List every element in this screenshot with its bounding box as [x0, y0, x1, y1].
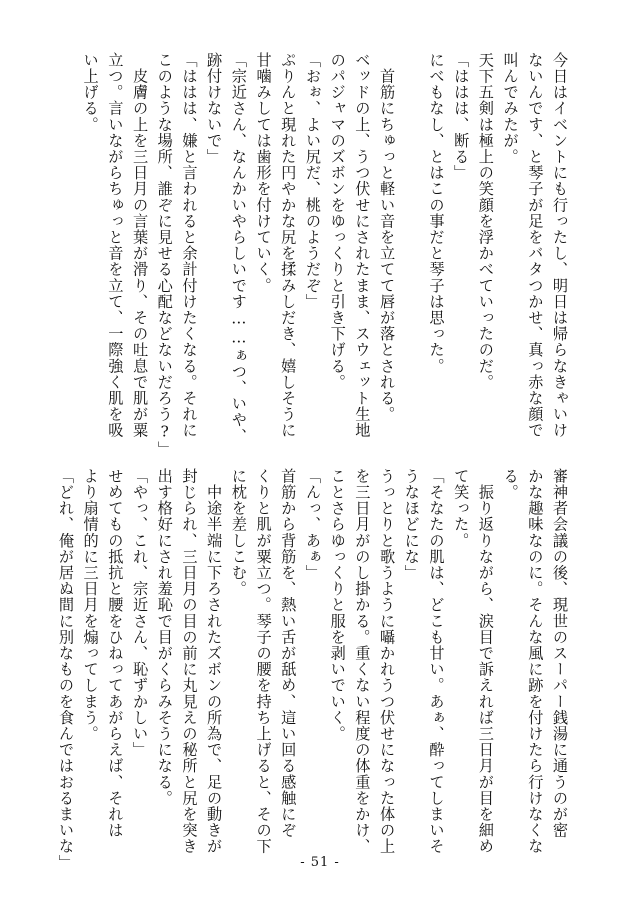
text-line: ベッドの上、うつ伏せにされたまま、スウェット生地 [353, 52, 372, 439]
text-line: 皮膚の上を三日月の言葉が滑り、その吐息で肌が粟 [131, 52, 150, 439]
text-line: 「おぉ、よい尻だ、桃のようだぞ」 [303, 52, 322, 310]
text-line: 天下五剣は極上の笑顔を浮かべていったのだ。 [476, 52, 495, 391]
text-line: ないんです、と琴子が足をバタつかせ、真っ赤な顔で [526, 52, 545, 439]
text-line: い上げる。 [81, 52, 100, 133]
text-line: 振り返りながら、涙目で訴えれば三日月が目を細め [476, 468, 495, 855]
text-line: に枕を差しこむ。 [229, 468, 248, 597]
text-line: 「んっ、あぁ」 [303, 468, 322, 581]
text-line: 今日はイベントにも行ったし、明日は帰らなきゃいけ [551, 52, 569, 439]
text-line: 中途半端に下ろされたズボンの所為で、足の動きが [205, 468, 224, 855]
text-line: より扇情的に三日月を煽ってしまう。 [81, 468, 100, 742]
text-line: ことさらゆっくりと服を剥いでいく。 [328, 468, 347, 742]
text-line: このような場所、誰ぞに見せる心配などないだろう?」 [155, 52, 174, 458]
text-line: にべもなし、とはこの事だと琴子は思った。 [427, 52, 446, 374]
text-line: 跡付けないで」 [205, 52, 224, 165]
text-line: 甘噛みしては歯形を付けていく。 [254, 52, 273, 294]
text-line: のパジャマのズボンをゆっくりと引き下げる。 [328, 52, 347, 391]
text-line: 封じられ、三日月の目の前に丸見えの秘所と尻を突き [180, 468, 199, 855]
text-line [399, 52, 424, 436]
text-line: 「宗近さん、なんかいやらしいです……ぁつ、いや、 [229, 52, 248, 444]
text-line: を三日月がのし掛かる。重くない程度の体重をかけ、 [353, 468, 372, 855]
text-line: うっとりと歌うように囁かれうつ伏せになった体の上 [378, 468, 397, 855]
text-line: ぷりんと現れた円やかな尻を揉みしだき、嬉しそうに [279, 52, 298, 439]
text-line: 「どれ、俺が居ぬ間に別なものを食んではおるまいな」 [56, 468, 75, 871]
text-line: くりと肌が粟立つ。琴子の腰を持ち上げると、その下 [254, 468, 273, 855]
text-line: 首筋にちゅっと軽い音を立てて唇が落とされる。 [378, 52, 397, 423]
text-line: 「ははは、断る」 [452, 52, 471, 181]
text-line: 叫んでみたが。 [501, 52, 520, 165]
text-block-top [72, 52, 572, 458]
text-line: せめてもの抵抗と腰をひねってあがらえば、それは [106, 468, 125, 839]
text-line: る。 [501, 468, 520, 501]
page-number: - 51 - [300, 855, 340, 870]
text-line: 「そなたの肌は、どこも甘い。あぁ、酔ってしまいそ [427, 468, 446, 855]
text-line: うなほどにな」 [402, 468, 421, 581]
text-line: かな趣味なのに。そんな風に跡を付けたら行けなくな [526, 468, 545, 855]
text-line: 審神者会議の後、現世のスーパー銭湯に通うのが密 [551, 468, 569, 839]
text-line: 「やっ、これ、宗近さん、恥ずかしい」 [131, 468, 150, 758]
text-line: て笑った。 [452, 468, 471, 549]
text-line: 「ははは、嫌と言われると余計付けたくなる。それに [180, 52, 199, 439]
text-line: 首筋から背筋を、熱い舌が舐め、這い回る感触にぞ [279, 468, 298, 839]
text-line: 出す格好にされ羞恥で目がくらみそうになる。 [155, 468, 174, 807]
text-line: 立つ。言いながらちゅっと音を立て、一際強く肌を吸 [106, 52, 125, 439]
